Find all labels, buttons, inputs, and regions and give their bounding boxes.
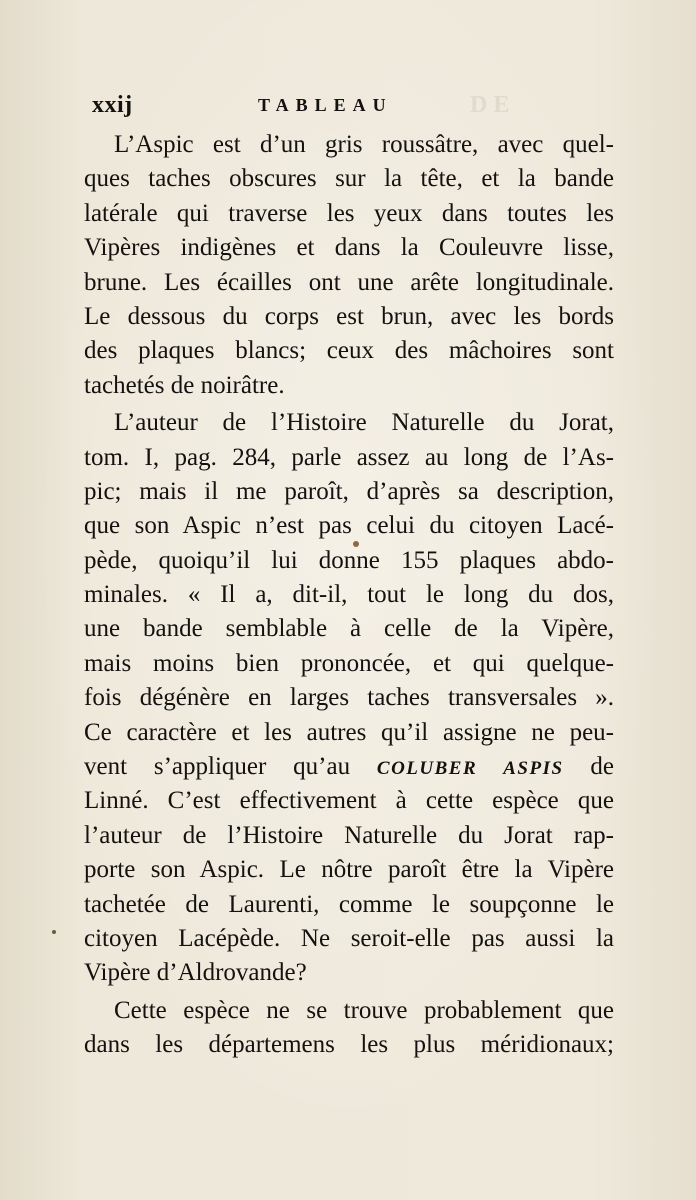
text-line: tachetés de noirâtre. [84, 371, 285, 399]
text-line: pic; mais il me paroît, d’après sa description, [84, 477, 614, 505]
text-line: Cette espèce ne se trouve probablement que [114, 996, 614, 1024]
text-line: une bande semblable à celle de la Vipère, [84, 615, 614, 643]
text-line: citoyen Lacépède. Ne seroit-elle pas aussi la [84, 924, 614, 952]
bleed-through-text: DE [470, 92, 516, 118]
text-line: porte son Aspic. Le nôtre paroît être la Vipère [84, 856, 614, 884]
ink-speck [353, 541, 359, 547]
text-line: dans les départemens les plus méridionaux; [84, 1031, 614, 1059]
text-line: minales. « Il a, dit-il, tout le long du dos, [84, 581, 614, 609]
page-number: xxij [92, 92, 133, 118]
text-line: fois dégénère en larges taches transversales ». [84, 684, 614, 712]
text-line: mais moins bien prononcée, et qui quelque- [84, 649, 614, 677]
text-line: pède, quoiqu’il lui donne 155 plaques abdo- [84, 546, 614, 574]
text-line: L’Aspic est d’un gris roussâtre, avec quel- [114, 131, 614, 158]
text-line: tom. I, pag. 284, parle assez au long de l’As- [84, 443, 614, 471]
text-line: L’auteur de l’Histoire Naturelle du Jorat, [114, 409, 614, 437]
text-line: Linné. C’est effectivement à cette espèce que [84, 787, 614, 815]
text-line: Vipère d’Aldrovande? [84, 959, 307, 987]
text-line: Le dessous du corps est brun, avec les bords [84, 302, 614, 330]
text-line: Vipères indigènes et dans la Couleuvre lisse, [84, 234, 614, 262]
body-text [84, 128, 614, 1063]
text-line: des plaques blancs; ceux des mâchoires sont [84, 337, 614, 365]
text-line: que son Aspic n’est pas celui du citoyen Lacé- [84, 512, 614, 540]
text-line: tachetée de Laurenti, comme le soupçonne le [84, 890, 614, 918]
text-line: brune. Les écailles ont une arête longitudinale. [84, 268, 614, 296]
text-line-with-emphasis [84, 750, 614, 784]
text-line: l’auteur de l’Histoire Naturelle du Jorat rap- [84, 821, 614, 849]
species-name-emphasis: COLUBER ASPIS [376, 758, 564, 780]
text-line: Ce caractère et les autres qu’il assigne ne peu- [84, 718, 614, 746]
text-line: latérale qui traverse les yeux dans toutes les [84, 199, 614, 227]
text-run: de [563, 753, 614, 781]
page-header [92, 92, 612, 122]
text-run: vent s’appliquer qu’au [84, 753, 377, 781]
running-head: TABLEAU [258, 95, 393, 115]
text-line: ques taches obscures sur la tête, et la bande [84, 165, 614, 193]
ink-speck [52, 930, 56, 934]
